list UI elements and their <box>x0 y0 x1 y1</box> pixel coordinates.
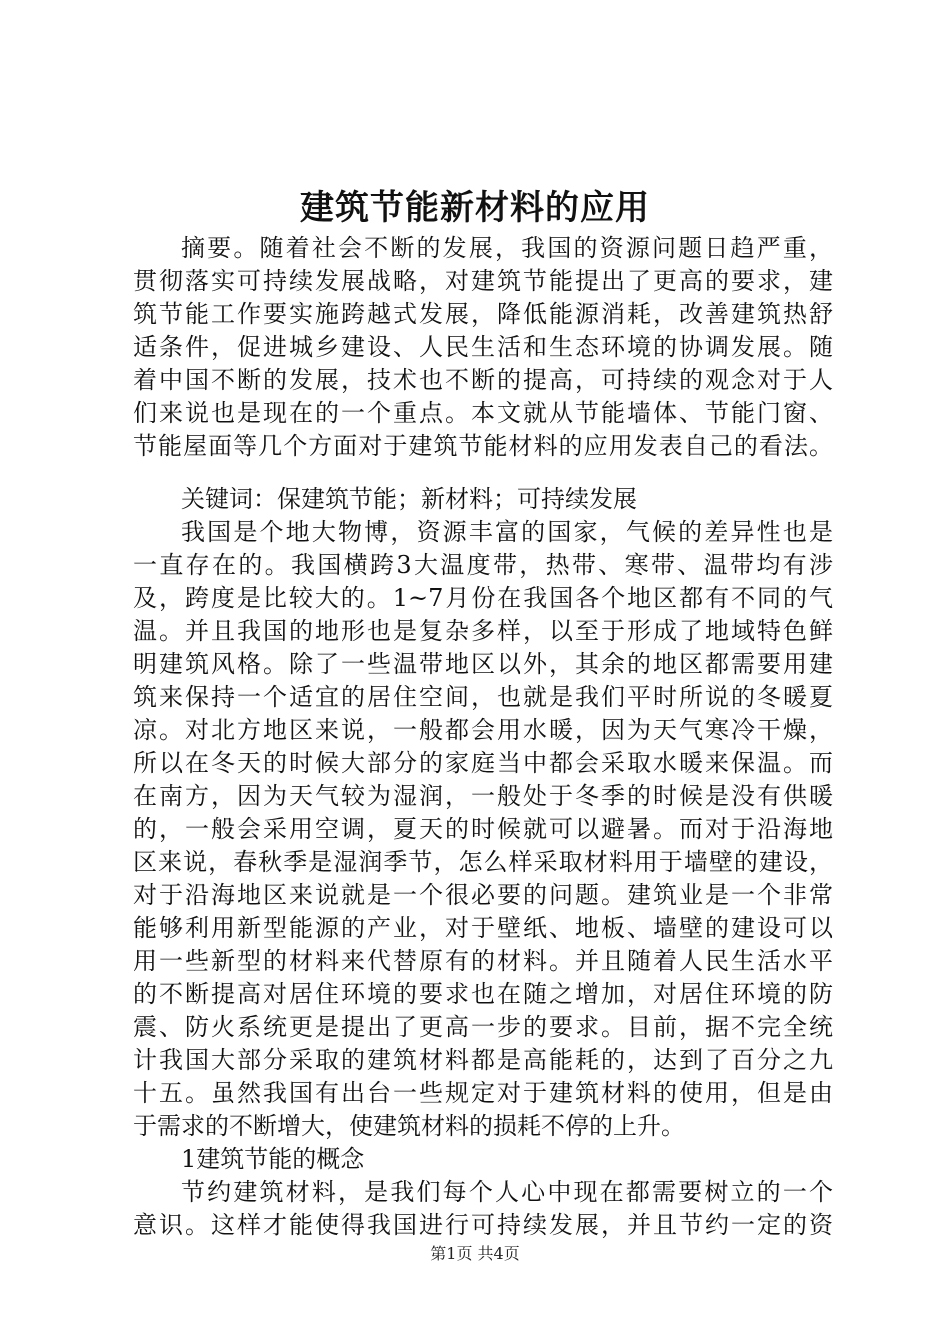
document-body <box>133 232 833 1242</box>
body-line: 十五。虽然我国有出台一些规定对于建筑材料的使用，但是由 <box>133 1079 833 1107</box>
section-line: 意识。这样才能使得我国进行可持续发展，并且节约一定的资 <box>133 1211 833 1239</box>
abstract-paragraph <box>133 232 833 463</box>
body-line: 震、防火系统更是提出了更高一步的要求。目前，据不完全统 <box>133 1013 833 1041</box>
body-line: 我国是个地大物博，资源丰富的国家，气候的差异性也是 <box>181 518 833 546</box>
body-line: 的，一般会采用空调，夏天的时候就可以避暑。而对于沿海地 <box>133 815 833 843</box>
section-heading: 1建筑节能的概念 <box>181 1145 365 1173</box>
abstract-line: 适条件，促进城乡建设、人民生活和生态环境的协调发展。随 <box>133 333 833 361</box>
body-line: 于需求的不断增大，使建筑材料的损耗不停的上升。 <box>133 1112 685 1140</box>
paragraph-gap <box>133 463 833 483</box>
page-title: 建筑节能新材料的应用 <box>300 188 650 228</box>
body-line: 的不断提高对居住环境的要求也在随之增加，对居住环境的防 <box>133 980 833 1008</box>
body-line: 明建筑风格。除了一些温带地区以外，其余的地区都需要用建 <box>133 650 833 678</box>
body-line: 及，跨度是比较大的。1~7月份在我国各个地区都有不同的气 <box>133 584 833 612</box>
abstract-line: 节能屋面等几个方面对于建筑节能材料的应用发表自己的看法。 <box>133 432 833 460</box>
body-line: 区来说，春秋季是湿润季节，怎么样采取材料用于墙壁的建设， <box>133 848 833 876</box>
body-line: 用一些新型的材料来代替原有的材料。并且随着人民生活水平 <box>133 947 833 975</box>
abstract-line: 筑节能工作要实施跨越式发展，降低能源消耗，改善建筑热舒 <box>133 300 833 328</box>
body-line: 凉。对北方地区来说，一般都会用水暖，因为天气寒冷干燥， <box>133 716 833 744</box>
body-line: 一直存在的。我国横跨3大温度带，热带、寒带、温带均有涉 <box>133 551 833 579</box>
body-line: 在南方，因为天气较为湿润，一般处于冬季的时候是没有供暖 <box>133 782 833 810</box>
abstract-line: 贯彻落实可持续发展战略，对建筑节能提出了更高的要求，建 <box>133 267 833 295</box>
abstract-line: 着中国不断的发展，技术也不断的提高，可持续的观念对于人 <box>133 366 833 394</box>
body-line: 对于沿海地区来说就是一个很必要的问题。建筑业是一个非常 <box>133 881 833 909</box>
body-line: 筑来保持一个适宜的居住空间，也就是我们平时所说的冬暖夏 <box>133 683 833 711</box>
section-line: 节约建筑材料，是我们每个人心中现在都需要树立的一个 <box>181 1178 833 1206</box>
section-paragraph <box>133 1176 833 1242</box>
page-footer: 第1页 共4页 <box>430 1244 520 1263</box>
body-paragraph <box>133 516 833 1143</box>
abstract-line: 摘要。随着社会不断的发展，我国的资源问题日趋严重， <box>181 234 833 262</box>
body-line: 所以在冬天的时候大部分的家庭当中都会采取水暖来保温。而 <box>133 749 833 777</box>
body-line: 能够利用新型能源的产业，对于壁纸、地板、墙壁的建设可以 <box>133 914 833 942</box>
abstract-line: 们来说也是现在的一个重点。本文就从节能墙体、节能门窗、 <box>133 399 833 427</box>
keywords-line: 关键词：保建筑节能；新材料；可持续发展 <box>181 485 637 513</box>
body-line: 温。并且我国的地形也是复杂多样，以至于形成了地域特色鲜 <box>133 617 833 645</box>
body-line: 计我国大部分采取的建筑材料都是高能耗的，达到了百分之九 <box>133 1046 833 1074</box>
